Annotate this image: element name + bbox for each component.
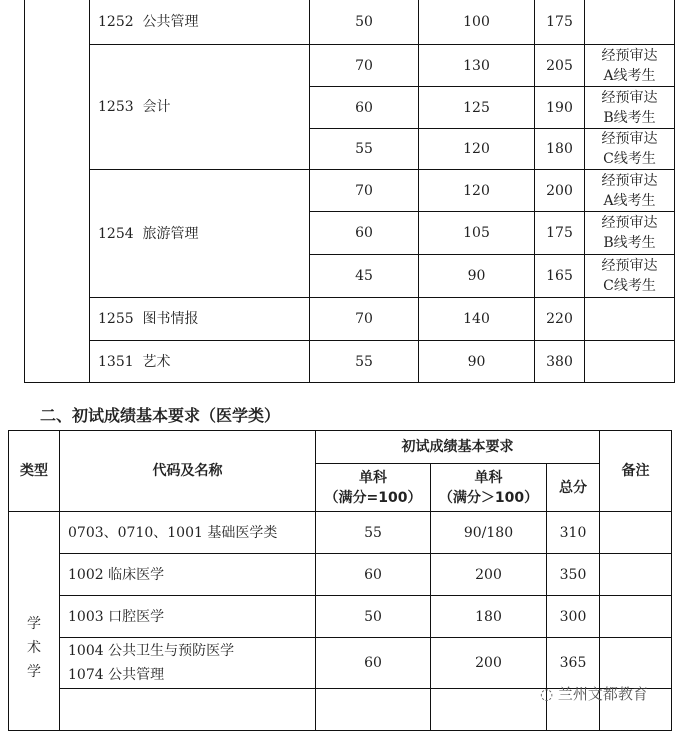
major-cell: 1253 会计 [90, 45, 310, 170]
score-single-gt100: 100 [419, 0, 535, 45]
score-single-100: 60 [310, 212, 419, 255]
note [585, 341, 675, 383]
score-total: 350 [547, 554, 600, 596]
major-cell: 1252 公共管理 [90, 0, 310, 45]
score-total: 205 [535, 45, 585, 87]
type-cell [25, 0, 90, 383]
note [600, 638, 672, 689]
note [600, 554, 672, 596]
major-cell: 1004 公共卫生与预防医学 1074 公共管理 [60, 638, 316, 689]
score-single-gt100: 200 [431, 554, 547, 596]
type-cell: 学术学 [9, 512, 60, 731]
score-single-100: 55 [316, 512, 431, 554]
wechat-icon: ◌ [540, 685, 554, 703]
score-single-gt100: 120 [419, 170, 535, 212]
score-single-100: 55 [310, 129, 419, 170]
section-title: 二、初试成绩基本要求（医学类） [40, 406, 281, 425]
score-single-gt100: 180 [431, 596, 547, 638]
note: 经预审达B线考生 [585, 87, 675, 129]
score-single-gt100: 90/180 [431, 512, 547, 554]
score-total: 310 [547, 512, 600, 554]
score-single-gt100: 90 [419, 255, 535, 298]
note [600, 512, 672, 554]
score-single-gt100: 105 [419, 212, 535, 255]
header-code-name: 代码及名称 [60, 431, 316, 512]
score-single-100: 70 [310, 170, 419, 212]
score-total: 365 [547, 638, 600, 689]
note: 经预审达C线考生 [585, 255, 675, 298]
score-total: 220 [535, 298, 585, 341]
major-cell: 1351 艺术 [90, 341, 310, 383]
management-score-table [24, 0, 675, 383]
score-total: 300 [547, 596, 600, 638]
score-single-100: 70 [310, 45, 419, 87]
score-single-100: 55 [310, 341, 419, 383]
score-single-gt100: 125 [419, 87, 535, 129]
header-basic-requirement: 初试成绩基本要求 [316, 431, 600, 464]
score-total: 180 [535, 129, 585, 170]
note [600, 596, 672, 638]
score-single-gt100: 120 [419, 129, 535, 170]
major-cell: 1003 口腔医学 [60, 596, 316, 638]
note [585, 298, 675, 341]
header-type: 类型 [9, 431, 60, 512]
score-single-gt100: 90 [419, 341, 535, 383]
note: 经预审达A线考生 [585, 45, 675, 87]
score-single-gt100: 200 [431, 638, 547, 689]
score-single-100: 50 [316, 596, 431, 638]
score-single-100: 45 [310, 255, 419, 298]
note: 经预审达C线考生 [585, 129, 675, 170]
score-total: 165 [535, 255, 585, 298]
score-single-100: 60 [316, 638, 431, 689]
score-single-100: 60 [316, 554, 431, 596]
score-single-100: 60 [310, 87, 419, 129]
major-cell: 0703、0710、1001 基础医学类 [60, 512, 316, 554]
note: 经预审达B线考生 [585, 212, 675, 255]
score-single-gt100: 130 [419, 45, 535, 87]
header-single-gt100: 单科 （满分＞100） [431, 464, 547, 512]
score-single-100: 70 [310, 298, 419, 341]
watermark-text: 兰州文都教育 [557, 685, 648, 703]
major-cell: 1002 临床医学 [60, 554, 316, 596]
header-note: 备注 [600, 431, 672, 512]
major-cell: 1255 图书情报 [90, 298, 310, 341]
note: 经预审达A线考生 [585, 170, 675, 212]
score-single-gt100: 140 [419, 298, 535, 341]
score-total: 200 [535, 170, 585, 212]
note [585, 0, 675, 45]
header-total: 总分 [547, 464, 600, 512]
major-cell: 1254 旅游管理 [90, 170, 310, 298]
score-total: 175 [535, 212, 585, 255]
watermark [540, 686, 648, 703]
score-total: 190 [535, 87, 585, 129]
score-single-100: 50 [310, 0, 419, 45]
score-total: 380 [535, 341, 585, 383]
header-single-100: 单科 （满分=100） [316, 464, 431, 512]
score-total: 175 [535, 0, 585, 45]
